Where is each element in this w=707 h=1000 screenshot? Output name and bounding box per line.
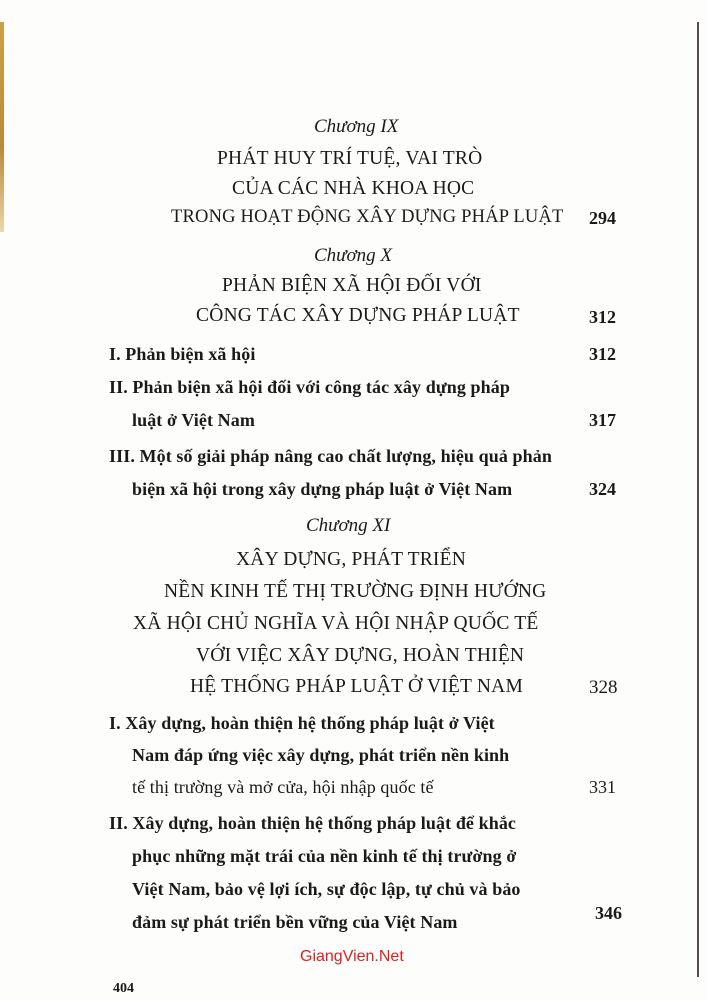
chapter-label: Chương IX [314, 116, 399, 137]
chapter-title-line: XÃ HỘI CHỦ NGHĨA VÀ HỘI NHẬP QUỐC TẾ [133, 613, 539, 634]
chapter-title-line: VỚI VIỆC XÂY DỰNG, HOÀN THIỆN [196, 645, 525, 666]
toc-entry: I. Phản biện xã hội [109, 344, 256, 364]
watermark-link[interactable]: GiangVien.Net [300, 948, 404, 965]
chapter-title-line: TRONG HOẠT ĐỘNG XÂY DỰNG PHÁP LUẬT [171, 207, 564, 227]
chapter-title-line: PHẢN BIỆN XÃ HỘI ĐỐI VỚI [222, 275, 482, 296]
chapter-title-line: PHÁT HUY TRÍ TUỆ, VAI TRÒ [217, 148, 483, 169]
page-ref: 328 [589, 677, 618, 698]
page-ref: 294 [589, 208, 616, 228]
chapter-label: Chương X [314, 245, 393, 266]
toc-entry: biện xã hội trong xây dựng pháp luật ở Việt Nam [132, 479, 513, 499]
toc-entry: tế thị trường và mở cửa, hội nhập quốc tế [132, 777, 434, 797]
toc-entry: I. Xây dựng, hoàn thiện hệ thống pháp luật ở Việt [109, 713, 495, 733]
toc-entry: II. Phản biện xã hội đối với công tác xây dựng pháp [109, 377, 510, 397]
chapter-title-line: NỀN KINH TẾ THỊ TRƯỜNG ĐỊNH HƯỚNG [164, 581, 547, 602]
toc-entry: phục những mặt trái của nền kinh tế thị trường ở [132, 846, 517, 866]
page-ref: 317 [589, 410, 616, 430]
toc-entry: II. Xây dựng, hoàn thiện hệ thống pháp luật để khắc [109, 813, 517, 833]
chapter-title-line: HỆ THỐNG PHÁP LUẬT Ở VIỆT NAM [190, 676, 523, 697]
page-ref: 331 [589, 777, 616, 797]
chapter-title-line: CỦA CÁC NHÀ KHOA HỌC [232, 178, 475, 199]
toc-entry: Việt Nam, bảo vệ lợi ích, sự độc lập, tự chủ và bảo [132, 879, 521, 899]
page-ref: 346 [595, 903, 622, 923]
chapter-title-line: CÔNG TÁC XÂY DỰNG PHÁP LUẬT [196, 305, 520, 326]
toc-entry: đảm sự phát triển bền vững của Việt Nam [132, 912, 458, 932]
page-ref: 312 [589, 344, 616, 364]
toc-entry: luật ở Việt Nam [132, 410, 255, 430]
page-ref: 312 [589, 307, 616, 327]
toc-entry: III. Một số giải pháp nâng cao chất lượng, hiệu quả phản [109, 446, 552, 466]
toc-entry: Nam đáp ứng việc xây dựng, phát triển nền kinh [132, 745, 510, 765]
page-number: 404 [113, 981, 134, 996]
page-ref: 324 [589, 479, 616, 499]
chapter-label: Chương XI [306, 515, 391, 536]
chapter-title-line: XÂY DỰNG, PHÁT TRIỂN [236, 549, 467, 570]
